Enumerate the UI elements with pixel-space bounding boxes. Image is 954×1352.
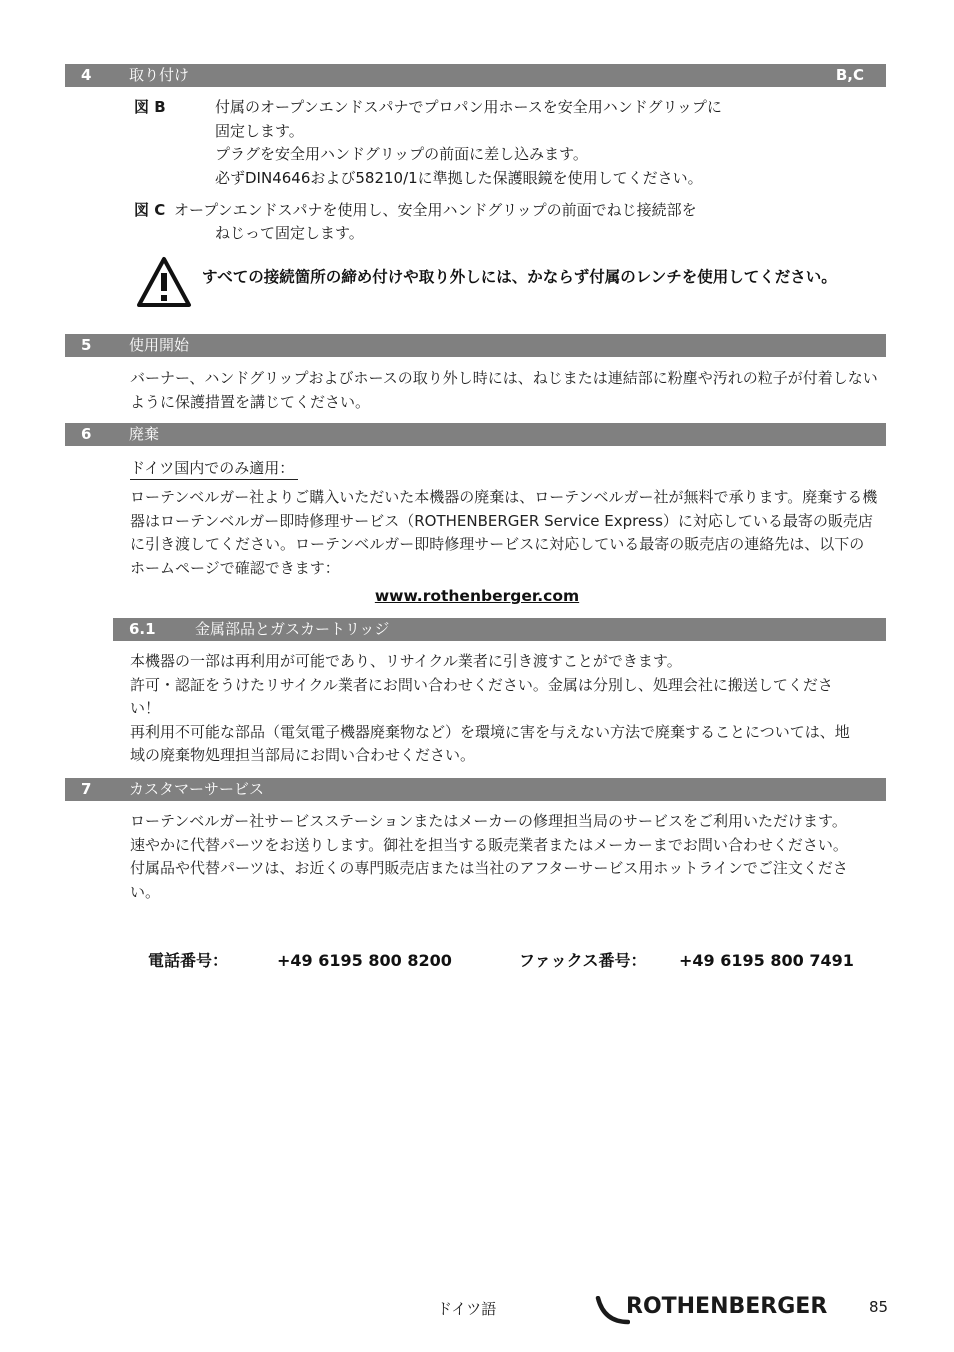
figure-b-line: 必ずDIN4646および58210/1に準拠した保護眼鏡を使用してください。: [215, 168, 703, 187]
startup-text: バーナー、ハンドグリップおよびホースの取り外し時には、ねじまたは連結部に粉塵や汚れの粒子が付着しないように保護措置を講じてください。: [130, 369, 878, 411]
figure-b-label: 図 B: [134, 98, 166, 116]
figure-c-label: 図 C: [134, 201, 166, 219]
section-number: 5: [81, 336, 92, 354]
figure-c-line-1: オープンエンドスパナを使用し、安全用ハンドグリップの前面でねじ接続部を: [174, 201, 697, 219]
metal-line: 本機器の一部は再利用が可能であり、リサイクル業者に引き渡すことができます。: [130, 652, 682, 670]
subsection-title: 金属部品とガスカートリッジ: [195, 620, 390, 638]
fax-number: +49 6195 800 7491: [679, 951, 854, 970]
section-title: 取り付け: [129, 66, 190, 84]
section-header-disposal: [65, 423, 886, 446]
figure-reference: B,C: [835, 66, 864, 84]
figure-b-line: 付属のオープンエンドスパナでプロパン用ホースを安全用ハンドグリップに: [215, 98, 722, 116]
website-link[interactable]: www.rothenberger.com: [374, 587, 580, 605]
brand-logo: ROTHENBERGER: [626, 1294, 827, 1319]
section-title: 使用開始: [129, 336, 190, 354]
section-header-installation: [65, 64, 886, 87]
section-number: 6: [81, 425, 92, 443]
service-text: [130, 810, 860, 904]
section-number: 4: [81, 66, 92, 84]
page-number: 85: [869, 1298, 889, 1316]
figure-b-line: 固定します。: [215, 121, 304, 140]
subsection-header-metal: [113, 618, 886, 641]
metal-line: 許可・認証をうけたリサイクル業者にお問い合わせください。金属は分別し、処理会社に搬送してください！: [130, 675, 833, 717]
warning-triangle-icon: [136, 256, 192, 308]
section-title: 廃棄: [129, 425, 160, 443]
subsection-number: 6.1: [129, 620, 156, 638]
germany-only-heading: ドイツ国内でのみ適用：: [130, 457, 298, 480]
section-number: 7: [81, 780, 92, 798]
disposal-text: ローテンベルガー社よりご購入いただいた本機器の廃棄は、ローテンベルガー社が無料で承ります。廃棄する機器はローテンベルガー即時修理サービス（ROTHENBERGER Service Express）に対応している最寄の販売店に引き渡してください。ローテンベルガー即時修理サービスに対応している最寄の販売店の連絡先は、以下のホームページで確認できます：: [130, 488, 878, 577]
service-paragraph: ローテンベルガー社サービスステーションまたはメーカーの修理担当局のサービスをご利用いただけます。速やかに代替パーツをお送りします。御社を担当する販売業者またはメーカーまでお問い合わせください。: [130, 812, 848, 854]
footer-language: ドイツ語: [437, 1300, 497, 1318]
warning-text: すべての接続箇所の締め付けや取り外しには、かならず付属のレンチを使用してください。: [202, 268, 837, 286]
figure-b-line: プラグを安全用ハンドグリップの前面に差し込みます。: [215, 145, 588, 163]
figure-b-text: [215, 96, 855, 190]
tel-number: +49 6195 800 8200: [277, 951, 452, 970]
tel-label: 電話番号：: [148, 951, 229, 970]
metal-line: 再利用不可能な部品（電気電子機器廃棄物など）を環境に害を与えない方法で廃棄することについては、地域の廃棄物処理担当部局にお問い合わせください。: [130, 722, 850, 764]
section-header-customer-service: [65, 778, 886, 801]
logo-swoosh-icon: [594, 1296, 630, 1326]
metal-text: [130, 650, 860, 768]
section-header-startup: [65, 334, 886, 357]
figure-c-line-2: ねじって固定します。: [215, 224, 364, 242]
section-title: カスタマーサービス: [129, 780, 265, 798]
fax-label: ファックス番号：: [519, 951, 647, 970]
service-paragraph: 付属品や代替パーツは、お近くの専門販売店または当社のアフターサービス用ホットラインでご注文ください。: [130, 859, 848, 901]
